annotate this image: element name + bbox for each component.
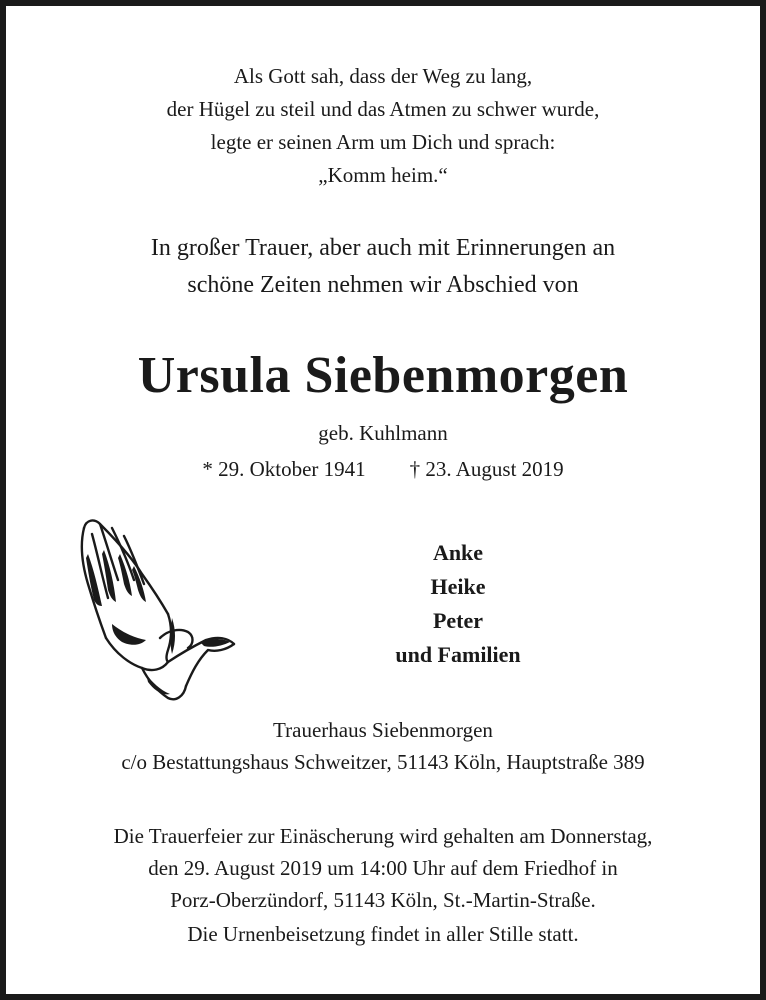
ceremony-details — [6, 820, 760, 916]
mourner-name: und Familien — [395, 642, 521, 667]
intro-line: In großer Trauer, aber auch mit Erinnerungen an — [150, 235, 616, 261]
poem-line: „Komm heim.“ — [318, 163, 448, 187]
poem — [6, 60, 760, 192]
deceased-name: Ursula Siebenmorgen — [137, 347, 629, 404]
mourner-name: Heike — [430, 574, 486, 599]
burial-note: Die Urnenbeisetzung findet in aller Stille statt. — [187, 922, 579, 946]
birth-date: * 29. Oktober 1941 — [202, 457, 366, 481]
life-dates — [6, 454, 760, 484]
ceremony-line: Die Trauerfeier zur Einäscherung wird gehalten am Donnerstag, — [113, 824, 653, 848]
mourners-list — [156, 536, 760, 672]
address-line: Trauerhaus Siebenmorgen — [273, 718, 493, 742]
poem-line: der Hügel zu steil und das Atmen zu schwer wurde, — [166, 97, 600, 121]
intro-text — [6, 230, 760, 304]
mourner-name: Anke — [432, 540, 484, 565]
poem-line: legte er seinen Arm um Dich und sprach: — [210, 130, 556, 154]
mourner-name: Peter — [432, 608, 484, 633]
address-line: c/o Bestattungshaus Schweitzer, 51143 Köln, Hauptstraße 389 — [121, 750, 645, 774]
intro-line: schöne Zeiten nehmen wir Abschied von — [187, 272, 579, 298]
mourning-address — [6, 714, 760, 778]
death-date: † 23. August 2019 — [409, 457, 564, 481]
maiden-name: geb. Kuhlmann — [318, 421, 448, 445]
ceremony-line: Porz-Oberzündorf, 51143 Köln, St.-Martin-Straße. — [170, 888, 596, 912]
ceremony-line: den 29. August 2019 um 14:00 Uhr auf dem Friedhof in — [148, 856, 618, 880]
poem-line: Als Gott sah, dass der Weg zu lang, — [233, 64, 533, 88]
